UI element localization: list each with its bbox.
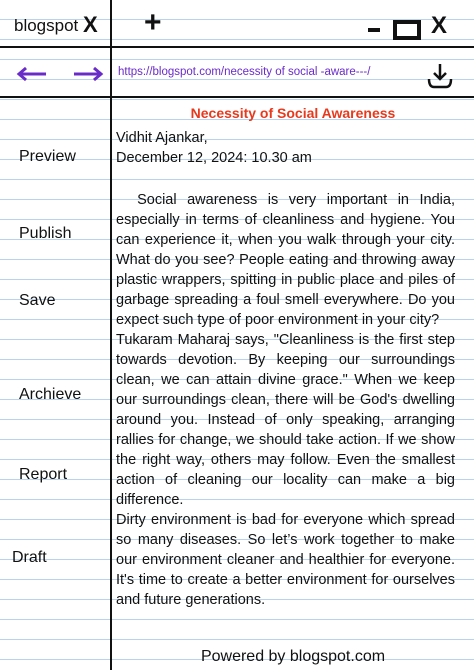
sidebar-item-preview[interactable]: Preview — [19, 148, 76, 165]
maximize-icon[interactable] — [393, 20, 421, 40]
article-title: Necessity of Social Awareness — [190, 105, 396, 121]
sidebar-item-publish[interactable]: Publish — [19, 225, 72, 242]
article-body — [116, 190, 455, 610]
tab-title[interactable]: blogspot — [14, 16, 79, 35]
arrow-left-icon[interactable] — [16, 66, 48, 82]
address-bar-url[interactable]: https://blogspot.com/necessity of social -aware---/ — [118, 66, 371, 78]
sidebar-item-save[interactable]: Save — [19, 292, 56, 309]
tab-bar-divider — [0, 46, 474, 48]
sidebar-item-archieve[interactable]: Archieve — [19, 386, 82, 403]
article-date: December 12, 2024: 10.30 am — [116, 150, 312, 166]
article-paragraph: Social awareness is very important in India, especially in terms of cleanliness and hygiene. You can experience it, when you walk through your city. What do you see? People eating and throwing away plastic wrappers, spitting in public place and piles of garbage spreading a foul smell everywhere. Do you expect such type of poor environment in your city? — [116, 192, 455, 328]
tab-close-button[interactable]: X — [83, 12, 98, 37]
window-close-button[interactable]: X — [431, 12, 448, 39]
sidebar-divider — [110, 0, 112, 670]
article-author: Vidhit Ajankar, — [116, 130, 208, 146]
minimize-icon[interactable] — [368, 28, 380, 32]
arrow-right-icon[interactable] — [72, 66, 104, 82]
sidebar-item-draft[interactable]: Draft — [12, 549, 47, 566]
new-tab-button[interactable]: + — [144, 6, 162, 39]
article-paragraph: Tukaram Maharaj says, "Cleanliness is the first step towards devotion. By keeping our surroundings clean, we can attain divine grace." When we keep our surroundings clean, there will be God's dwelling around you. Instead of only speaking, arranging rallies for change, we should take action. If we show the right way, others may follow. Even the smallest action of cleaning our locality can make a big difference. — [116, 332, 455, 508]
sidebar-item-report[interactable]: Report — [19, 466, 68, 483]
address-bar-divider — [0, 96, 474, 98]
download-icon[interactable] — [426, 62, 454, 90]
article-paragraph: Dirty environment is bad for everyone which spread so many diseases. So let’s work together to make our environment cleaner and healthier for everyone. It's time to create a better environment for ourselves and future generations. — [116, 512, 455, 608]
footer-powered-by[interactable]: Powered by blogspot.com — [200, 648, 386, 665]
